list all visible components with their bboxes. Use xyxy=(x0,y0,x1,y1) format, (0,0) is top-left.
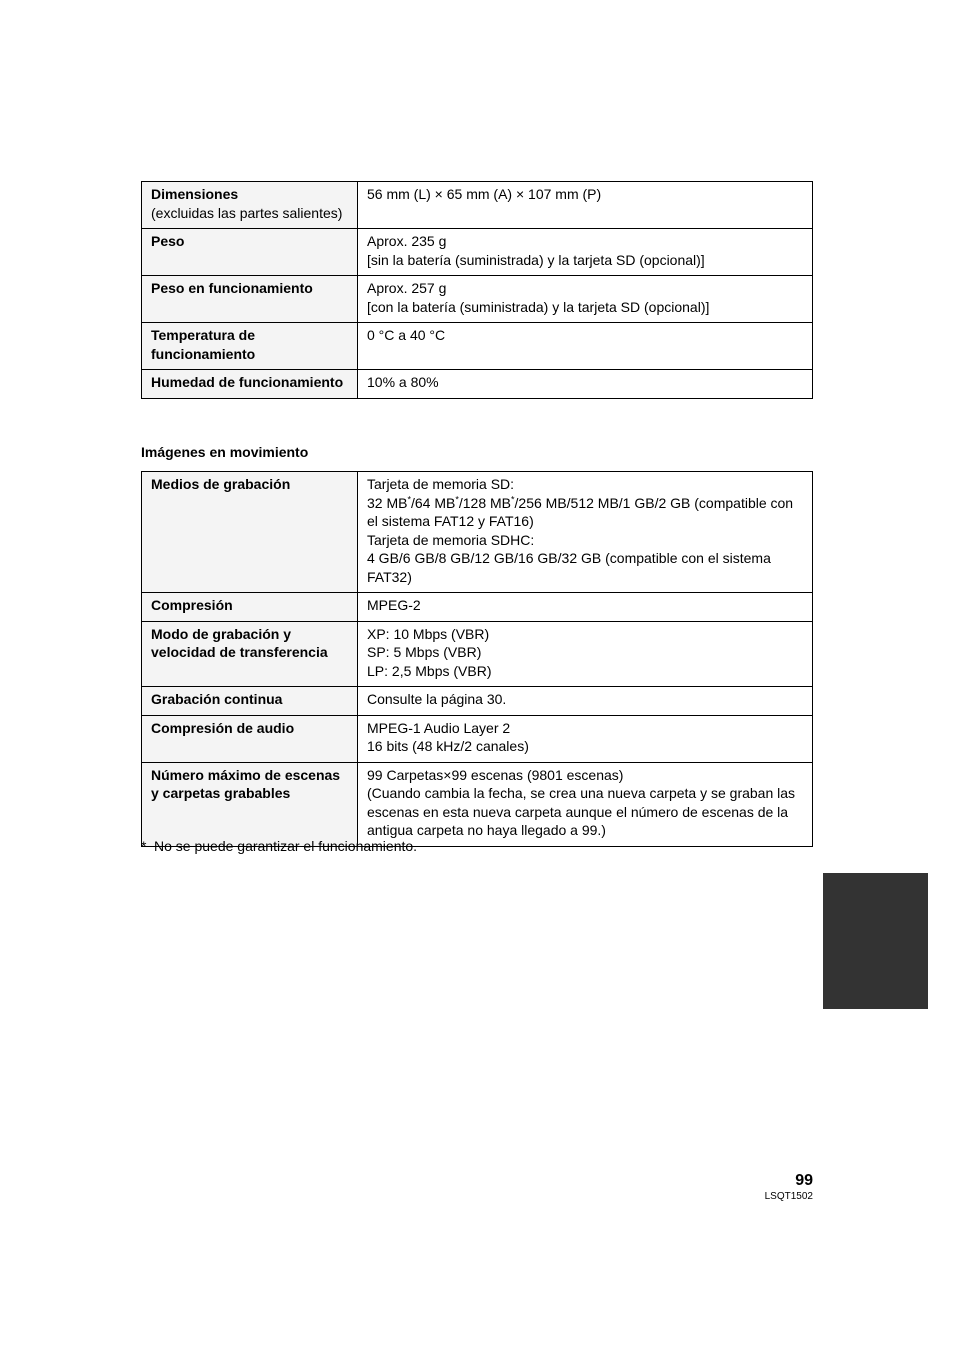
movie-specs-table xyxy=(141,471,813,847)
value-line: [sin la batería (suministrada) y la tarjeta SD (opcional)] xyxy=(367,251,705,268)
spec-row-operating-weight xyxy=(142,276,813,323)
value-line: 4 GB/6 GB/8 GB/12 GB/16 GB/32 GB (compatible con el sistema FAT32) xyxy=(367,550,771,585)
spec-row-operating-temperature xyxy=(142,323,813,370)
spec-value xyxy=(358,687,813,716)
value-line: MPEG-1 Audio Layer 2 xyxy=(367,719,511,736)
footnote-ref: * xyxy=(511,493,515,504)
spec-value xyxy=(358,593,813,622)
spec-row-audio-compression xyxy=(142,715,813,762)
value-line: Tarjeta de memoria SD: xyxy=(367,476,515,492)
value-line: LP: 2,5 Mbps (VBR) xyxy=(367,662,492,679)
spec-value xyxy=(358,323,813,370)
spec-value xyxy=(358,276,813,323)
spec-label: Número máximo de escenas y carpetas grabables xyxy=(142,762,358,846)
spec-row-operating-humidity xyxy=(142,370,813,399)
value-line: 16 bits (48 kHz/2 canales) xyxy=(367,738,529,754)
spec-label: Grabación continua xyxy=(142,687,358,716)
spec-label: Temperatura de funcionamiento xyxy=(142,323,358,370)
spec-value xyxy=(358,715,813,762)
value-line: 56 mm (L) × 65 mm (A) × 107 mm (P) xyxy=(367,186,602,202)
footnote xyxy=(141,837,417,856)
spec-label: Peso en funcionamiento xyxy=(142,276,358,323)
spec-label xyxy=(142,182,358,229)
value-line: 99 Carpetas×99 escenas (9801 escenas) xyxy=(367,766,624,783)
spec-row-recording-mode xyxy=(142,621,813,687)
spec-row-max-scenes xyxy=(142,762,813,846)
value-line: XP: 10 Mbps (VBR) xyxy=(367,625,490,642)
spec-row-continuous-recording xyxy=(142,687,813,716)
spec-value xyxy=(358,762,813,846)
value-line: Consulte la página 30. xyxy=(367,691,507,707)
spec-value xyxy=(358,182,813,229)
spec-value xyxy=(358,472,813,593)
value-line: 32 MB*/64 MB*/128 MB*/256 MB/512 MB/1 GB/2 GB (compatible con el sistema FAT12 y FAT16) xyxy=(367,493,794,529)
footnote-mark: * xyxy=(141,838,147,854)
spec-label: Humedad de funcionamiento xyxy=(142,370,358,399)
value-line: SP: 5 Mbps (VBR) xyxy=(367,644,482,660)
spec-row-recording-media xyxy=(142,472,813,593)
value-line: Aprox. 257 g xyxy=(367,280,447,296)
spec-value xyxy=(358,370,813,399)
document-code: LSQT1502 xyxy=(764,1191,813,1202)
spec-label: Peso xyxy=(142,229,358,276)
spec-row-weight xyxy=(142,229,813,276)
spec-label: Compresión de audio xyxy=(142,715,358,762)
value-line: [con la batería (suministrada) y la tarjeta SD (opcional)] xyxy=(367,298,710,315)
label-subtext: (excluidas las partes salientes) xyxy=(151,204,343,221)
footnote-text: No se puede garantizar el funcionamiento. xyxy=(154,838,418,854)
label-text: Dimensiones xyxy=(151,186,239,202)
general-specs-table xyxy=(141,181,813,399)
spec-value xyxy=(358,621,813,687)
spec-row-compression xyxy=(142,593,813,622)
footnote-ref: * xyxy=(455,493,459,504)
value-line: MPEG-2 xyxy=(367,597,421,613)
value-line: Aprox. 235 g xyxy=(367,233,447,249)
spec-label: Medios de grabación xyxy=(142,472,358,593)
value-line: (Cuando cambia la fecha, se crea una nueva carpeta y se graban las escenas en esta nueva carpeta aunque el número de escenas de la antigua carpeta no haya llegado a 99.) xyxy=(367,785,796,838)
section-heading: Imágenes en movimiento xyxy=(141,444,309,460)
value-line: 0 °C a 40 °C xyxy=(367,327,446,343)
spec-row-dimensions xyxy=(142,182,813,229)
page-number: 99 xyxy=(795,1172,813,1189)
footnote-ref: * xyxy=(407,493,411,504)
spec-value xyxy=(358,229,813,276)
spec-label: Compresión xyxy=(142,593,358,622)
section-tab-block xyxy=(823,873,928,1009)
value-line: Tarjeta de memoria SDHC: xyxy=(367,531,535,548)
value-line: 10% a 80% xyxy=(367,374,439,390)
spec-label: Modo de grabación y velocidad de transferencia xyxy=(142,621,358,687)
